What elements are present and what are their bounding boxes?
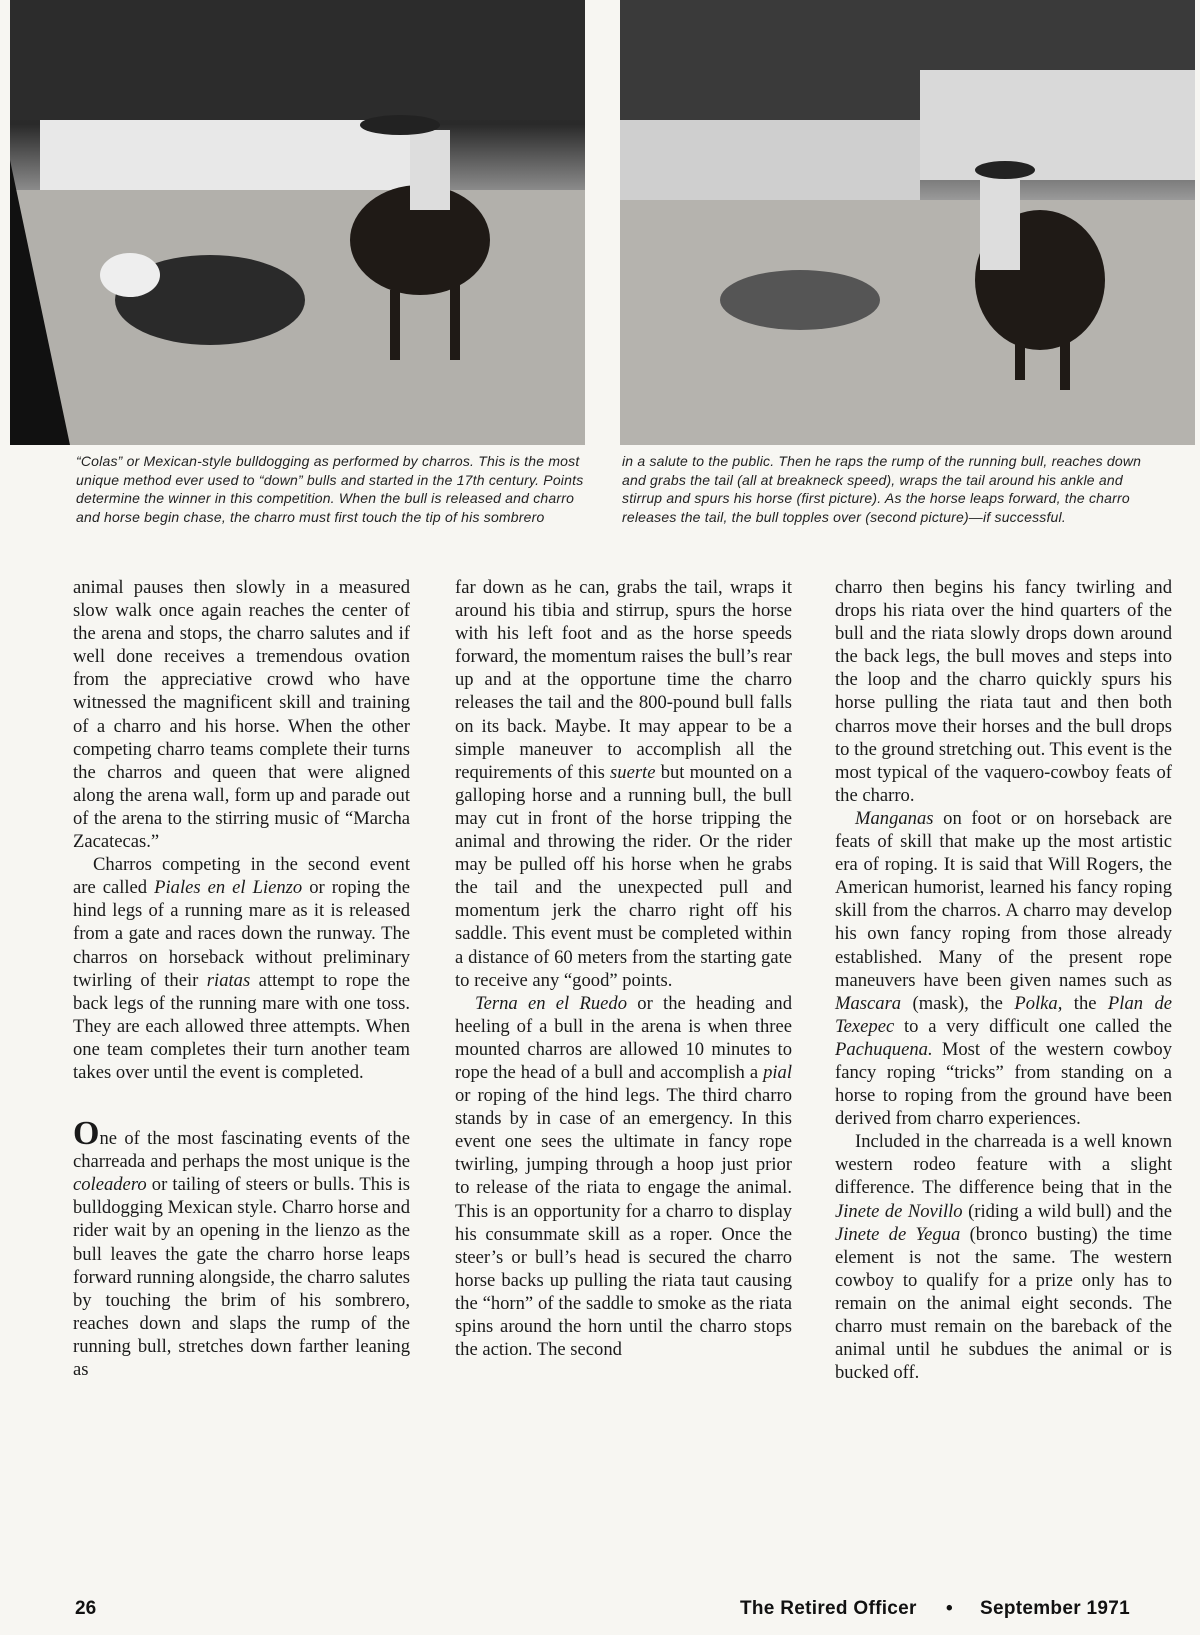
photo-bull-topples <box>620 0 1195 445</box>
paragraph: Manganas on foot or on horseback are feats of skill that make up the most artistic era of roping. It is said that Will Rogers, the American humorist, learned his fancy roping skill from the charros. A charro may develop his own fancy roping from those already established. Many of the present rope maneuvers have been given names such as Mascara (mask), the Polka, the Plan de Texepec to a very difficult one called the Pachuquena. Most of the western cowboy fancy roping “tricks” from standing on a horse to roping from the ground have been derived from charro experiences. <box>835 807 1172 1130</box>
article-column-2 <box>455 576 792 1361</box>
photo-scene <box>10 0 585 445</box>
event-term: Piales en el Lienzo <box>154 877 303 899</box>
event-term: Jinete de Yegua <box>835 1223 961 1245</box>
paragraph: One of the most fascinating events of the charreada and perhaps the most unique is the coleadero or tailing of steers or bulls. This is bulldogging Mexican style. Charro horse and rider wait by an opening in the lienzo as the bull leaves the gate the charro horse leaps forward running alongside, the charro salutes by touching the brim of his sombrero, reaches down and slaps the rump of the running bull, stretches down farther leaning as <box>73 1115 410 1380</box>
photo-caption-left: “Colas” or Mexican-style bulldogging as performed by charros. This is the most unique method ever used to “down” bulls and started in the 17th century. Points determine the winner in this competition. When the bull is released and charro and horse begin chase, the charro must first touch the tip of his sombrero <box>76 453 584 525</box>
paragraph: Included in the charreada is a well known western rodeo feature with a slight difference. The difference being that in the Jinete de Novillo (riding a wild bull) and the Jinete de Yegua (bronco busting) the time element is not the same. The western cowboy to qualify for a prize only has to remain on the animal eight seconds. The charro must remain on the bareback of the animal until he subdues the animal or is bucked off. <box>835 1131 1172 1384</box>
article-column-3 <box>835 576 1172 1384</box>
issue-date: September 1971 <box>980 1598 1130 1619</box>
photo-scene <box>620 0 1195 445</box>
term: Polka, <box>1014 992 1063 1014</box>
page-number: 26 <box>75 1598 97 1619</box>
publication-title: The Retired Officer <box>740 1598 917 1619</box>
paragraph: far down as he can, grabs the tail, wraps it around his tibia and stirrup, spurs the horse with his left foot and as the horse speeds forward, the momentum raises the bull’s rear up and at the opportune time the charro releases the tail and the 800-pound bull falls on its back. Maybe. It may appear to be a simple maneuver to accomplish all the requirements of this suerte but mounted on a galloping horse and a running bull, the bull may cut in front of the horse tripping the animal and throwing the rider. Or the rider may be pulled off his horse when he grabs the tail and the unexpected pull and momentum jerk the charro right off his saddle. This event must be completed within a distance of 60 meters from the starting gate to receive any “good” points. <box>455 577 792 991</box>
paragraph: Terna en el Ruedo or the heading and heeling of a bull in the arena is when three mounted charros are allowed 10 minutes to rope the head of a bull and accomplish a pial or roping of the hind legs. The third charro stands by in case of an emergency. In this event one sees the ultimate in fancy rope twirling, jumping through a hoop just prior to release of the riata to engage the animal. This is an opportunity for a charro to display his consummate skill as a roper. Once the steer’s or bull’s head is secured the charro horse backs up pulling the riata taut causing the “horn” of the saddle to smoke as the riata spins around the horn until the charro stops the action. The second <box>455 992 792 1361</box>
paragraph: charro then begins his fancy twirling and drops his riata over the hind quarters of the bull and the riata slowly drops down around the back legs, the bull moves and steps into the loop and the charro quickly spurs his horse pulling the riata taut and then both charros move their horses and the bull drops to the ground stretching out. This event is the most typical of the vaquero-cowboy feats of the charro. <box>835 577 1172 806</box>
paragraph: Charros competing in the second event are called Piales en el Lienzo or roping the hind legs of a running mare as it is released from a gate and races down the runway. The charros on horseback without preliminary twirling of their riatas attempt to rope the back legs of the running mare with one toss. They are each allowed three attempts. When one team completes their turn another team takes over until the event is completed. <box>73 854 410 1083</box>
article-column-1 <box>73 576 410 1381</box>
event-term: Manganas <box>855 807 934 829</box>
term: Mascara <box>835 992 902 1014</box>
photo-caption-right: in a salute to the public. Then he raps the rump of the running bull, reaches down and grabs the tail (all at breakneck speed), wraps the tail around his ankle and stirrup and spurs his horse (first picture). As the horse leaps forward, the charro releases the tail, the bull topples over (second picture)—if successful. <box>622 453 1142 525</box>
event-term: Jinete de Novillo <box>835 1200 963 1222</box>
term: Pachuquena. <box>835 1038 933 1060</box>
event-term: coleadero <box>73 1174 147 1196</box>
footer-separator: • <box>946 1598 953 1619</box>
term: Plan de Texepec <box>835 992 1172 1037</box>
drop-cap: O <box>73 1115 100 1153</box>
term: suerte <box>610 761 656 783</box>
term: pial <box>763 1061 792 1083</box>
term: riatas <box>206 969 251 991</box>
paragraph: animal pauses then slowly in a measured slow walk once again reaches the center of the arena and stops, the charro salutes and if well done receives a tremendous ovation from the appreciative crowd who have witnessed the magnificent skill and training of a charro and his horse. When the other competing charro teams complete their turns the charros and queen that were aligned along the arena wall, form up and parade out of the arena to the stirring music of “Marcha Zacatecas.” <box>73 577 410 853</box>
photo-bulldogging-chase <box>10 0 585 445</box>
event-term: Terna en el Ruedo <box>475 992 627 1014</box>
